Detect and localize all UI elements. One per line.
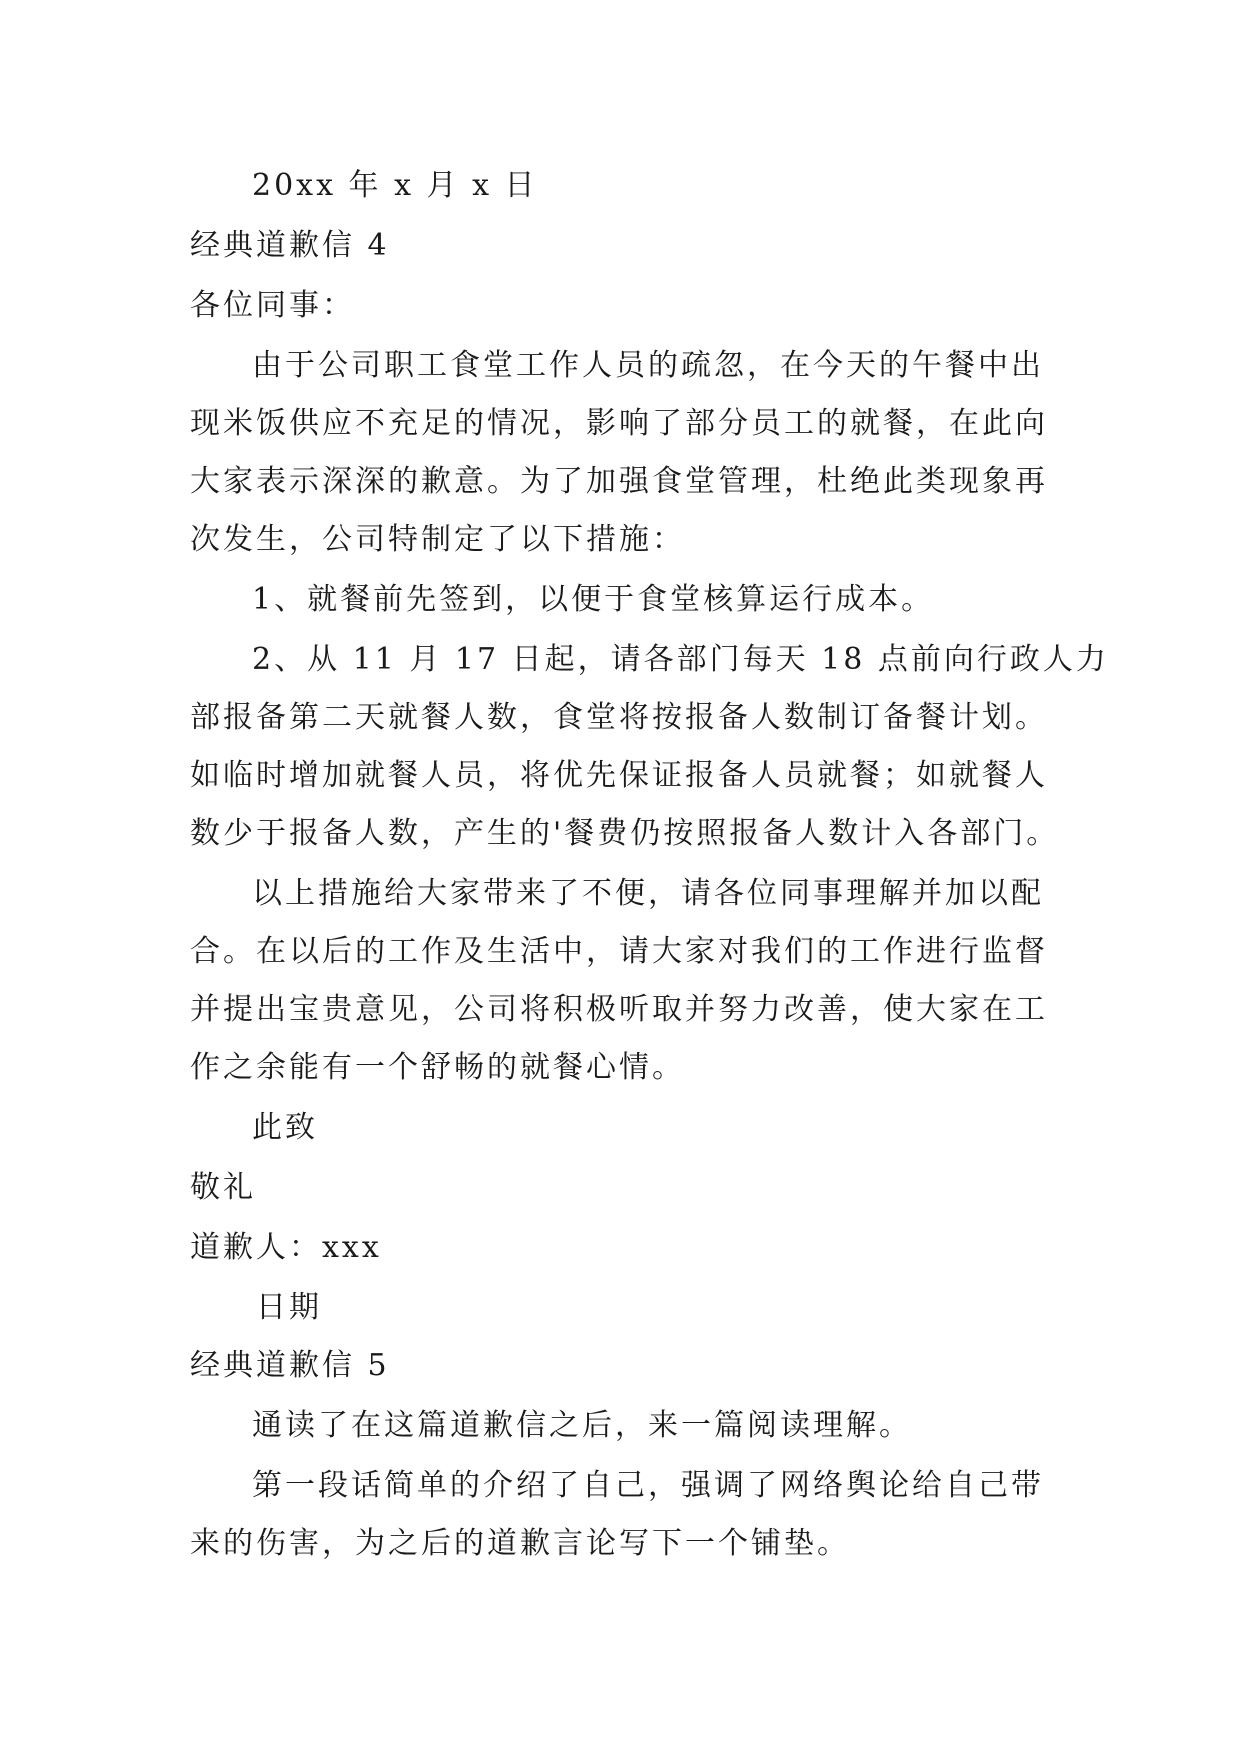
signature-line: 道歉人：xxx xyxy=(190,1230,382,1265)
paragraph-line: 作之余能有一个舒畅的就餐心情。 xyxy=(190,1050,685,1085)
paragraph-line: 如临时增加就餐人员，将优先保证报备人员就餐；如就餐人 xyxy=(190,758,1048,793)
measure-item-1: 1、就餐前先签到，以便于食堂核算运行成本。 xyxy=(252,582,935,617)
date-line: 20xx 年 x 月 x 日 xyxy=(252,168,538,203)
paragraph-line: 数少于报备人数，产生的'餐费仍按照报备人数计入各部门。 xyxy=(190,816,1060,851)
paragraph-line: 大家表示深深的歉意。为了加强食堂管理，杜绝此类现象再 xyxy=(190,464,1048,499)
paragraph-line: 通读了在这篇道歉信之后，来一篇阅读理解。 xyxy=(252,1408,912,1443)
paragraph-line: 现米饭供应不充足的情况，影响了部分员工的就餐，在此向 xyxy=(190,406,1048,441)
paragraph-line: 以上措施给大家带来了不便，请各位同事理解并加以配 xyxy=(252,876,1044,911)
closing-regards: 敬礼 xyxy=(190,1170,256,1205)
measure-item-2: 2、从 11 月 17 日起，请各部门每天 18 点前向行政人力 xyxy=(252,642,1109,677)
paragraph-line: 部报备第二天就餐人数，食堂将按报备人数制订备餐计划。 xyxy=(190,700,1048,735)
salutation: 各位同事： xyxy=(190,288,355,323)
paragraph-line: 由于公司职工食堂工作人员的疏忽，在今天的午餐中出 xyxy=(252,348,1044,383)
paragraph-line: 来的伤害，为之后的道歉言论写下一个铺垫。 xyxy=(190,1526,850,1561)
closing-line: 此致 xyxy=(252,1110,318,1145)
paragraph-line: 合。在以后的工作及生活中，请大家对我们的工作进行监督 xyxy=(190,934,1048,969)
paragraph-line: 并提出宝贵意见，公司将积极听取并努力改善，使大家在工 xyxy=(190,992,1048,1027)
date-label: 日期 xyxy=(256,1290,322,1325)
letter-4-heading: 经典道歉信 4 xyxy=(190,228,390,263)
paragraph-line: 次发生，公司特制定了以下措施： xyxy=(190,522,685,557)
paragraph-line: 第一段话简单的介绍了自己，强调了网络舆论给自己带 xyxy=(252,1468,1044,1503)
letter-5-heading: 经典道歉信 5 xyxy=(190,1348,390,1383)
